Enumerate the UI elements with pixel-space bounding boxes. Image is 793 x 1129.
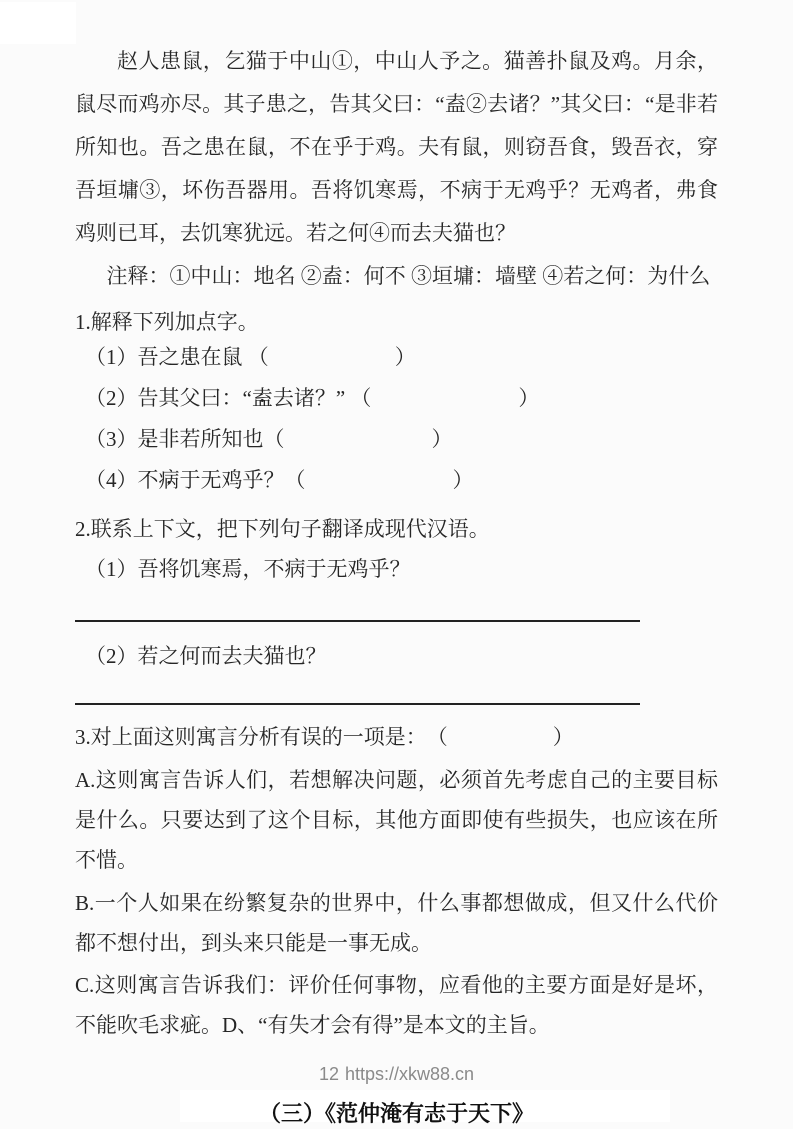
footer-url: https://xkw88.cn [344,1064,475,1084]
question-3 [75,717,718,1045]
page-footer [0,1064,793,1085]
page-number: 12 [318,1064,339,1084]
next-section-title: （三）《范仲淹有志于天下》 [258,1101,534,1126]
passage-paragraph: 赵人患鼠，乞猫于中山①，中山人予之。猫善扑鼠及鸡。月余，鼠尽而鸡亦尽。其子患之，告其父曰：“盍②去诸？”其父曰：“是非若所知也。吾之患在鼠，不在乎于鸡。夫有鼠，则窃吾食，毁吾衣，穿吾垣墉③，坏伤吾器用。吾将饥寒焉，不病于无鸡乎？无鸡者，弗食鸡则已耳，去饥寒犹远。若之何④而去夫猫也？ [75,49,718,245]
question-3-stem: 3.对上面这则寓言分析有误的一项是： （ ） [75,725,574,749]
answer-line [75,703,640,705]
question-1 [75,302,718,501]
question-2-stem: 2.联系上下文，把下列句子翻译成现代汉语。 [75,517,490,541]
emphasized-char: 病 · [159,468,180,492]
question-1-stem: 1.解释下列加点字。 [75,310,259,334]
question-1-item-2: （2）告其父曰：“盍 ·去诸？” （ ） [75,378,718,419]
scan-artifact-box-top [0,2,76,44]
question-1-item-4: （4）不病 ·于无鸡乎？（ ） [75,460,718,501]
answer-blank-parens: （ ） [416,725,574,749]
emphasized-char: 盍 · [252,386,273,410]
answer-blank-parens: （ ） [247,345,416,369]
worksheet-page [75,40,718,1129]
question-2-item-1: （1）吾将饥寒焉，不病于无鸡乎？ [85,557,411,581]
question-1-item-3: （3）是 ·非若所知也（ ） [75,419,718,460]
answer-blank-parens: （ ） [350,386,540,410]
question-3-option-b: B.一个人如果在纷繁复杂的世界中，什么事都想做成，但又什么代价都不想付出，到头来只能是一事无成。 [75,891,718,955]
question-2-item-2: （2）若之何而去夫猫也？ [85,644,327,668]
question-3-option-a: A.这则寓言告诉人们，若想解决问题，必须首先考虑自己的主要目标是什么。只要达到了这个目标，其他方面即使有些损失，也应该在所不惜。 [75,768,718,872]
question-1-items [75,337,718,501]
answer-blank-parens: （ ） [284,468,474,492]
question-2 [75,509,718,705]
passage-notes: 注释：①中山：地名 ②盍：何不 ③垣墉：墙壁 ④若之何：为什么 [106,264,711,288]
emphasized-char: 患 · [180,345,201,369]
question-1-item-1: （1）吾之患 ·在鼠 （ ） [75,337,718,378]
emphasized-char: 是 · [138,427,159,451]
answer-blank-parens: （ ） [263,427,453,451]
answer-line [75,620,640,622]
question-3-option-c: C.这则寓言告诉我们：评价任何事物，应看他的主要方面是好是坏，不能吹毛求疵。D、“有失才会有得”是本文的主旨。 [75,973,718,1037]
